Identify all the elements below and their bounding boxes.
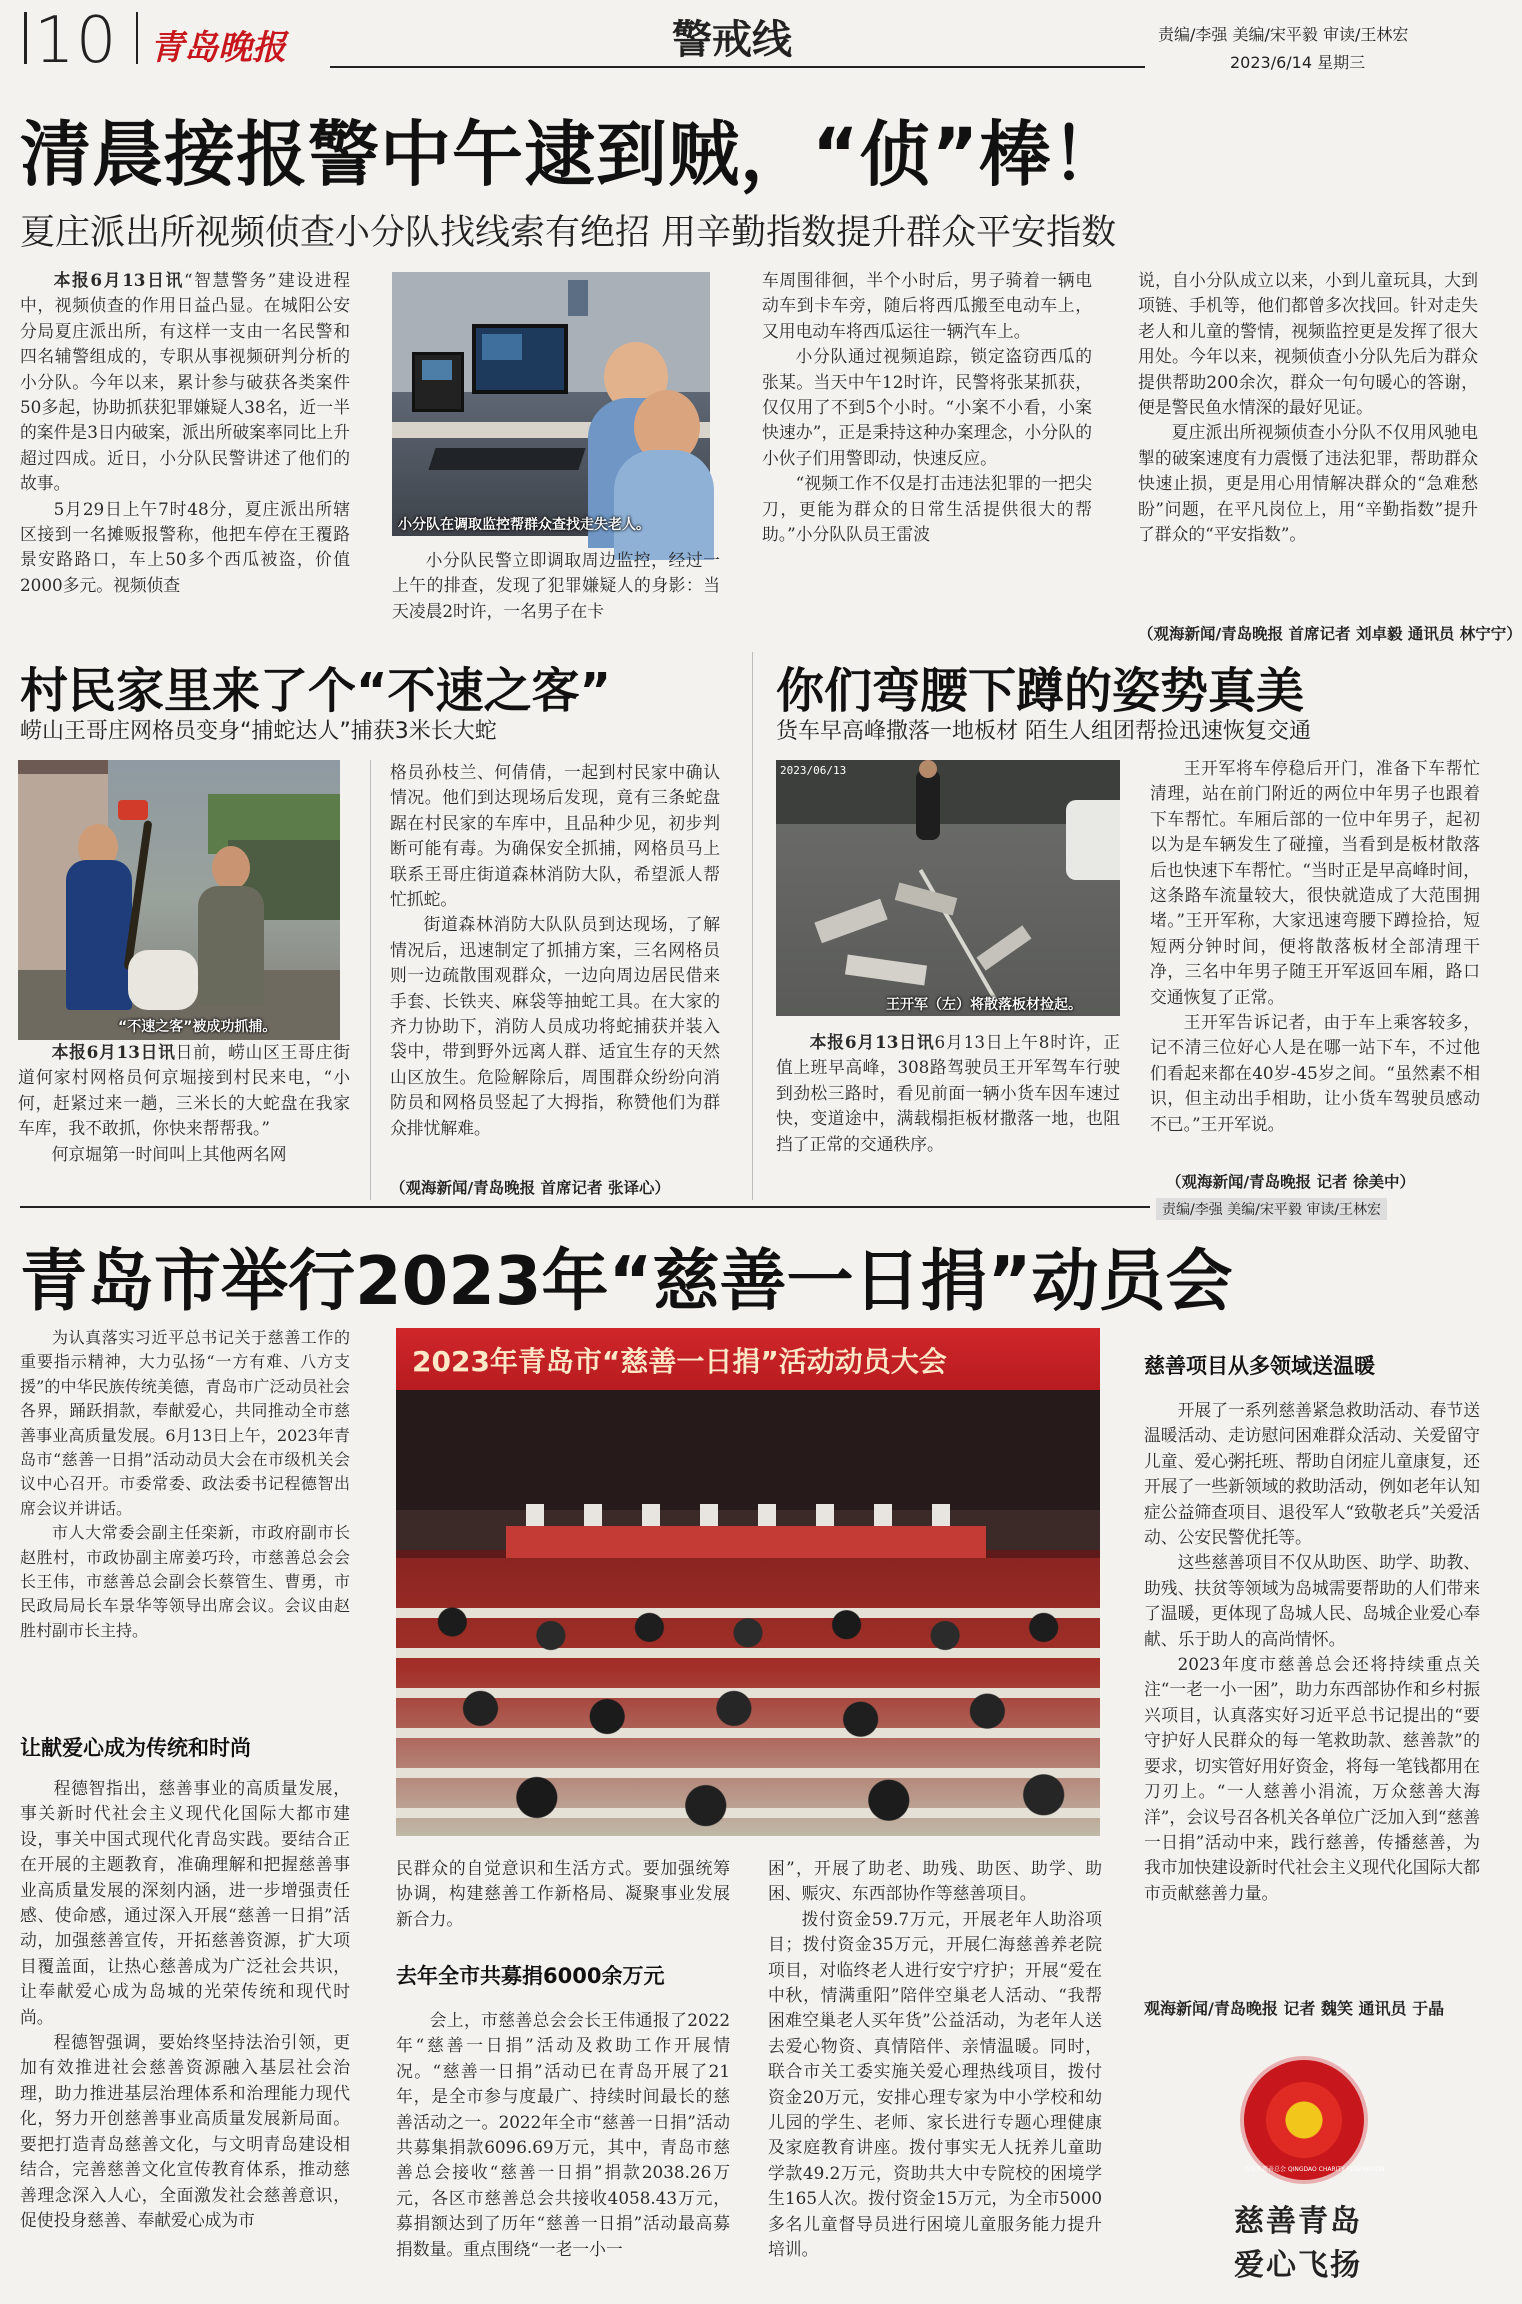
worker-left (66, 860, 132, 1010)
story4-heading-c: 慈善项目从多领域送温暖 (1144, 1354, 1375, 1378)
story3-col1 (776, 1030, 1120, 1200)
story3-headline: 你们弯腰下蹲的姿势真美 (776, 663, 1305, 719)
story2-byline: （观海新闻/青岛晚报 首席记者 张译心） (390, 1179, 670, 1197)
story2-subheadline: 崂山王哥庄网格员变身“捕蛇达人”捕获3米长大蛇 (20, 719, 497, 744)
story3-byline: （观海新闻/青岛晚报 记者 徐美中） (1166, 1173, 1415, 1191)
story3-col1-p1: 6月13日上午8时许，正值上班早高峰，308路驾驶员王开军驾车行驶到劲松三路时，看见前面一辆小货车因车速过快，变道途中，满载榻拒板材撒落一地，也阻挡了正常的交通秩序。 (776, 1032, 1121, 1154)
story2-col2 (390, 760, 720, 1192)
story1-col4-p1: 说，自小分队成立以来，小到儿童玩具，大到项链、手机等，他们都曾多次找回。针对走失老人和儿童的警情，视频监控更是发挥了很大用处。今年以来，视频侦查小分队先后为群众提供帮助200余次，群众一句句暖心的答谢，便是警民鱼水情深的最好见证。 (1138, 270, 1478, 418)
story2-headline: 村民家里来了个“不速之客” (20, 663, 612, 719)
story1-headline: 清晨接报警中午逮到贼，“侦”棒！ (20, 113, 1124, 196)
story4-byline: 观海新闻/青岛晚报 记者 魏笑 通讯员 于晶 (1144, 1999, 1445, 2018)
page-number: 10 (34, 4, 118, 78)
section-title: 警戒线 (672, 17, 792, 63)
paper-name: 青岛晚报 (150, 28, 286, 68)
story3-col2 (1150, 756, 1480, 1166)
story2-col2-p2: 街道森林消防大队队员到达现场，了解情况后，迅速制定了抓捕方案，三名网格员则一边疏散围观群众，一边向周边居民借来手套、长铁夹、麻袋等抽蛇工具。在大家的齐力协助下，消防人员成功将蛇捕获并装入袋中，带到野外远离人群、适宜生存的天然山区放生。危险解除后，周围群众纷纷向消防员和网格员竖起了大拇指，称赞他们为群众排忧解难。 (390, 914, 720, 1138)
story1-col3 (762, 268, 1092, 642)
story3-photo: 2023/06/13 王开军（左）将散落板材捡起。 (776, 760, 1120, 1016)
story4-col4-p1: 开展了一系列慈善紧急救助活动、春节送温暖活动、走访慰问困难群众活动、关爱留守儿童、爱心粥托班、帮助自闭症儿童康复，还开展了一些新领域的救助活动，例如老年认知症公益筛查项目、退役军人“致敬老兵”关爱活动、公安民警优托等。 (1144, 1400, 1481, 1548)
story2-photo-caption: “不速之客”被成功抓捕。 (118, 1019, 277, 1035)
scattered-boards (814, 899, 887, 944)
charity-logo-text: 青岛市慈善总会 QINGDAO CHARITY FEDERATION (1244, 2166, 1385, 2173)
story1-col3-p1: 车周围徘徊，半个小时后，男子骑着一辆电动车到卡车旁，随后将西瓜搬至电动车上，又用电动车将西瓜运往一辆汽车上。 (762, 270, 1092, 341)
story1-col3-p2: 小分队通过视频追踪，锁定盗窃西瓜的张某。当天中午12时许，民警将张某抓获，仅仅用了不到5个小时。“小案不小看，小案快速办”，正是秉持这种办案理念，小分队的小伙子们用警即动，快速反应。 (762, 346, 1092, 468)
story4-col1-bottom (20, 1776, 350, 2292)
story3-subheadline: 货车早高峰撒落一地板材 陌生人组团帮捡迅速恢复交通 (776, 719, 1311, 744)
story1-col1-p1: “智慧警务”建设进程中，视频侦查的作用日益凸显。在城阳公安分局夏庄派出所，有这样一支由一名民警和四名辅警组成的，专职从事视频研判分析的小分队。今年以来，累计参与破获各类案件50多起，协助抓获犯罪嫌疑人38名，近一半的案件是3日内破案，派出所破案率同比上升超过四成。近日，小分队民警讲述了他们的故事。 (20, 270, 350, 494)
story2-col2-p1: 格员孙枝兰、何倩倩，一起到村民家中确认情况。他们到达现场后发现，竟有三条蛇盘踞在村民家的车库中，且品种少见，初步判断可能有毒。为确保安全抓捕，网格员马上联系王哥庄街道森林消防大队，希望派人帮忙抓蛇。 (390, 762, 720, 910)
story3-col2-p2: 王开军告诉记者，由于车上乘客较多，记不清三位好心人是在哪一站下车，不过他们看起来都在40岁-45岁之间。“虽然素不相识，但主动出手相助，让小货车驾驶员感动不已。”王开军说。 (1150, 1012, 1480, 1134)
charity-slogan-2: 爱心飞扬 (1234, 2248, 1362, 2283)
story4-col1-top (20, 1326, 350, 1710)
charity-logo-emblem (1266, 2082, 1342, 2158)
story4-col3 (768, 1856, 1102, 2292)
story4-col3-p1: 困”，开展了助老、助残、助医、助学、助困、赈灾、东西部协作等慈善项目。 (768, 1858, 1102, 1904)
story2-story3-divider (752, 652, 753, 1200)
page-number-rule-right (136, 12, 138, 64)
story3-col2-p1: 王开军将车停稳后开门，准备下车帮忙清理，站在前门附近的两位中年男子也跟着下车帮忙。车厢后部的一位中年男子，起初以为是车辆发生了碰撞，当看到是板材散落后也快速下车帮忙。“当时正是早高峰时间，这条路车流量较大，很快就造成了大范围拥堵。”王开军称，大家迅速弯腰下蹲捡拾，短短两分钟时间，便将散落板材全部清理干净，三名中年男子随王开军返回车厢，路口交通恢复了正常。 (1150, 758, 1480, 1007)
worker-right (198, 886, 264, 1006)
story4-photo (396, 1328, 1100, 1836)
story4-headline: 青岛市举行2023年“慈善一日捐”动员会 (20, 1242, 1233, 1320)
story4-top-rule (20, 1206, 1150, 1208)
story4-heading-a: 让献爱心成为传统和时尚 (20, 1736, 251, 1760)
sack (128, 950, 198, 1010)
story1-col1-p2: 5月29日上午7时48分，夏庄派出所辖区接到一名摊贩报警称，他把车停在王覆路景安路路口，车上50多个西瓜被盗，价值2000多元。视频侦查 (20, 498, 350, 595)
story4-col4 (1144, 1398, 1480, 1964)
story4-credits: 责编/李强 美编/宋平毅 审读/王林宏 (1156, 1198, 1387, 1220)
story1-byline: （观海新闻/青岛晚报 首席记者 刘卓毅 通讯员 林宁宁） (1138, 625, 1522, 643)
story4-col4-p3: 2023年度市慈善总会还将持续重点关注“一老一小一困”，助力东西部协作和乡村振兴项目，认真落实好习近平总书记提出的“要守护好人民群众的每一笔救助款、慈善款”的要求，切实管好用好资金，将每一笔钱都用在刀刃上。“一人慈善小涓流，万众慈善大海洋”，会议号召各机关各单位广泛加入到“慈善一日捐”活动中来，践行慈善，传播慈善，为我市加快建设新时代社会主义现代化国际大都市贡献慈善力量。 (1144, 1654, 1481, 1903)
story1-dateline: 本报6月13日讯 (53, 270, 184, 290)
story4-col1-p1: 为认真落实习近平总书记关于慈善工作的重要指示精神，大力弘扬“一方有难、八方支援”的中华民族传统美德，青岛市广泛动员社会各界，踊跃捐款，奉献爱心，共同推动全市慈善事业高质量发展。6月13日上午，2023年青岛市“慈善一日捐”活动动员大会在市级机关会议中心召开。市委常委、政法委书记程德智出席会议并讲话。 (20, 1328, 350, 1518)
story2-col1-p2: 何京堀第一时间叫上其他两名网 (51, 1143, 287, 1164)
story2-photo (18, 760, 340, 1040)
masthead-date: 2023/6/14 星期三 (1230, 53, 1366, 72)
worker-right-head (212, 846, 250, 890)
story1-col3-p3: “视频工作不仅是打击违法犯罪的一把尖刀，更能为群众的日常生活提供很大的帮助。”小分队队员王雷波 (762, 473, 1092, 545)
story2-dateline: 本报6月13日讯 (51, 1042, 176, 1062)
story2-col1-p1: 日前，崂山区王哥庄街道何家村网格员何京堀接到村民来电，“小何，赶紧过来一趟，三米长的大蛇盘在我家车库，我不敢抓，你快来帮帮我。” (18, 1042, 350, 1139)
story4-col1-p2: 市人大常委会副主任栾新，市政府副市长赵胜村，市政协副主席姜巧玲，市慈善总会会长王伟，市慈善总会副会长蔡管生、曹勇，市民政局局长车景华等领导出席会议。会议由赵胜村副市长主持。 (20, 1523, 350, 1640)
story2-col1 (18, 1040, 350, 1220)
keyboard (428, 448, 585, 470)
story3-photo-caption: 王开军（左）将散落板材捡起。 (886, 997, 1082, 1013)
story4-col1-p3: 程德智指出，慈善事业的高质量发展，事关新时代社会主义现代化国际大都市建设，事关中国式现代化青岛实践。要结合正在开展的主题教育，准确理解和把握慈善事业高质量发展的深刻内涵，进一步增强责任感、使命感，通过深入开展“慈善一日捐”活动，加强慈善宣传，开拓慈善资源，扩大项目覆盖面，让热心慈善成为广泛社会共识，让奉献爱心成为岛城的光荣传统和现代时尚。 (20, 1778, 350, 2027)
story1-photo-caption: 小分队在调取监控帮群众查找走失老人。 (398, 517, 650, 533)
story4-col1-p4: 程德智强调，要始终坚持法治引领，更加有效推进社会慈善资源融入基层社会治理，助力推进基层治理体系和治理能力现代化，努力开创慈善事业高质量发展新局面。要把打造青岛慈善文化，与文明青岛建设相结合，完善慈善文化宣传教育体系，推动慈善理念深入人心，全面激发社会慈善意识，促使投身慈善、奉献爱心成为市 (20, 2032, 350, 2230)
story1-col4 (1138, 268, 1478, 624)
story1-photo (392, 272, 710, 536)
story4-col2-p1: 民群众的自觉意识和生活方式。要加强统筹协调，构建慈善工作新格局、凝聚事业发展新合力。 (396, 1858, 730, 1929)
page-number-rule (24, 12, 27, 64)
story4-col2-bottom (396, 2008, 730, 2292)
charity-slogan-1: 慈善青岛 (1234, 2204, 1362, 2239)
masthead-credits: 责编/李强 美编/宋平毅 审读/王林宏 (1158, 25, 1409, 44)
stage-table (506, 1526, 986, 1558)
story2-column-divider (370, 760, 371, 1200)
charity-logo (1240, 2056, 1385, 2184)
story1-col1 (20, 268, 350, 642)
story4-col3-p2: 拨付资金59.7万元，开展老年人助浴项目；拨付资金35万元，开展仁海慈善养老院项目，对临终老人进行安宁疗护；开展“爱在中秋，情满重阳”陪伴空巢老人活动、“我帮困难空巢老人买年货”公益活动，为老年人送去爱心物资、真情陪伴、亲情温暖。同时，联合市关工委实施关爱心理热线项目，拨付资金20万元，安排心理专家为中小学校和幼儿园的学生、老师、家长进行专题心理健康及家庭教育讲座。拨付事实无人抚养儿童助学款49.2万元，资助共大中专院校的困境学生165人次。拨付资金15万元，为全市5000多名儿童督导员进行困境儿童服务能力提升培训。 (768, 1908, 1102, 2260)
story4-heading-b: 去年全市共募捐6000余万元 (396, 1964, 665, 1988)
story4-col4-p2: 这些慈善项目不仅从助医、助学、助教、助残、扶贫等领域为岛城需要帮助的人们带来了温暖，更体现了岛城人民、岛城企业爱心奉献、乐于助人的高尚情怀。 (1144, 1552, 1480, 1649)
story1-col2 (392, 548, 720, 642)
event-banner-text: 2023年青岛市“慈善一日捐”活动动员大会 (412, 1345, 947, 1378)
story1-col4-p2: 夏庄派出所视频侦查小分队不仅用风驰电掣的破案速度有力震慑了违法犯罪，帮助群众快速止损，更是用心用情解决群众的“急难愁盼”问题，在平凡岗位上，用“辛勤指数”提升了群众的“平安指数”。 (1138, 422, 1478, 545)
story4-col2-p2: 会上，市慈善总会会长王伟通报了2022年“慈善一日捐”活动及救助工作开展情况。“慈善一日捐”活动已在青岛开展了21年，是全市参与度最广、持续时间最长的慈善活动之一。2022年全市“慈善一日捐”活动共募集捐款6096.69万元，其中，青岛市慈善总会接收“慈善一日捐”捐款2038.26万元，各区市慈善总会共接收4058.43万元，募捐额达到了历年“慈善一日捐”活动最高募捐数量。重点围绕“一老一小一 (396, 2010, 730, 2259)
story1-col2-p: 小分队民警立即调取周边监控，经过一上午的排查，发现了犯罪嫌疑人的身影：当天凌晨2时许，一名男子在卡 (392, 550, 720, 621)
story4-col2-top (396, 1856, 730, 1942)
story1-subheadline: 夏庄派出所视频侦查小分队找线索有绝招 用辛勤指数提升群众平安指数 (20, 213, 1117, 253)
pedestrian (916, 770, 940, 840)
masthead-underline (330, 66, 1145, 68)
story3-dateline: 本报6月13日讯 (809, 1032, 935, 1052)
